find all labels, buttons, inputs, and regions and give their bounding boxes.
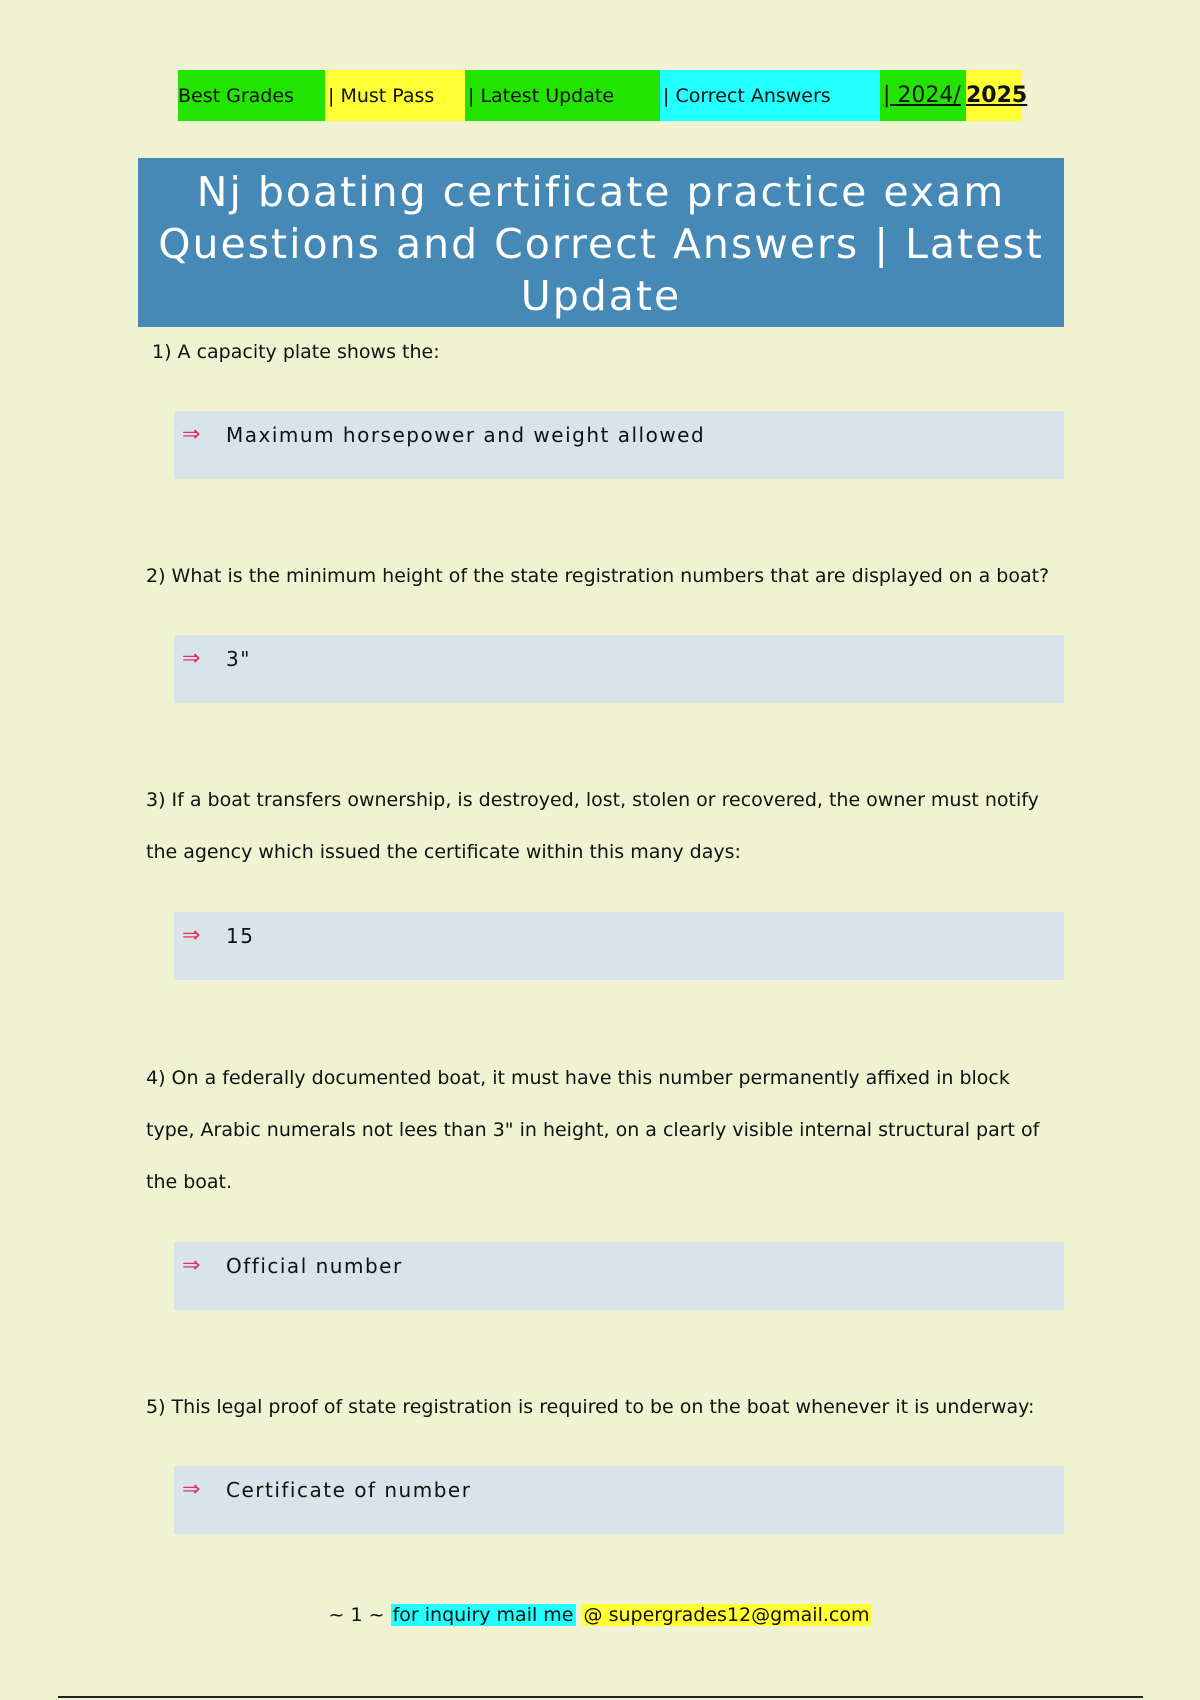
question-text-line-2: type, Arabic numerals not lees than 3" in height, on a clearly visible internal structural part of xyxy=(146,1119,1040,1141)
answer-1 xyxy=(174,411,1064,479)
banner-year-start xyxy=(880,70,966,121)
arrow-icon: ⇒ xyxy=(182,1253,202,1278)
banner-latest-update: | Latest Update xyxy=(465,70,660,121)
question-text-line-1: 4) On a federally documented boat, it must have this number permanently affixed in block xyxy=(146,1067,1010,1089)
title-line-3: Update xyxy=(520,272,682,320)
answer-5 xyxy=(174,1466,1064,1534)
footer-divider xyxy=(58,1696,1143,1698)
question-text: 1) A capacity plate shows the: xyxy=(152,341,440,363)
title-line-1: Nj boating certificate practice exam xyxy=(196,168,1006,216)
answer-3 xyxy=(174,912,1064,980)
question-2 xyxy=(146,550,1066,602)
year-end-text: 2025 xyxy=(966,83,1028,108)
page-number: ~ 1 ~ xyxy=(328,1604,385,1626)
year-start-text: | 2024/ xyxy=(883,83,961,108)
answer-text: Official number xyxy=(226,1254,403,1278)
answer-text: 3" xyxy=(226,647,251,671)
inquiry-text: for inquiry mail me xyxy=(392,1604,574,1626)
question-1 xyxy=(146,326,1066,378)
question-text-line-2: the agency which issued the certificate within this many days: xyxy=(146,841,741,863)
banner-best-grades: Best Grades xyxy=(178,70,325,121)
question-text-line-3: the boat. xyxy=(146,1171,233,1193)
answer-text: Certificate of number xyxy=(226,1478,472,1502)
question-text: 2) What is the minimum height of the state registration numbers that are displayed on a boat? xyxy=(146,565,1050,587)
banner-correct-answers: | Correct Answers xyxy=(660,70,880,121)
answer-text: Maximum horsepower and weight allowed xyxy=(226,423,706,447)
header-banner xyxy=(178,70,1028,121)
document-title xyxy=(138,158,1064,327)
question-text: 5) This legal proof of state registration is required to be on the boat whenever it is underway: xyxy=(146,1396,1035,1418)
arrow-icon: ⇒ xyxy=(182,1477,202,1502)
banner-year-end xyxy=(966,70,1028,121)
arrow-icon: ⇒ xyxy=(182,422,202,447)
answer-4 xyxy=(174,1242,1064,1310)
question-3 xyxy=(146,774,1066,878)
email-link[interactable]: @ supergrades12@gmail.com xyxy=(583,1604,870,1626)
page-footer xyxy=(0,1600,1200,1630)
arrow-icon: ⇒ xyxy=(182,923,202,948)
question-text-line-1: 3) If a boat transfers ownership, is destroyed, lost, stolen or recovered, the owner must notify xyxy=(146,789,1039,811)
answer-2 xyxy=(174,635,1064,703)
answer-text: 15 xyxy=(226,924,255,948)
question-4 xyxy=(146,1052,1066,1208)
question-5 xyxy=(146,1381,1066,1433)
title-line-2: Questions and Correct Answers | Latest xyxy=(158,220,1044,268)
banner-must-pass: | Must Pass xyxy=(325,70,465,121)
arrow-icon: ⇒ xyxy=(182,646,202,671)
